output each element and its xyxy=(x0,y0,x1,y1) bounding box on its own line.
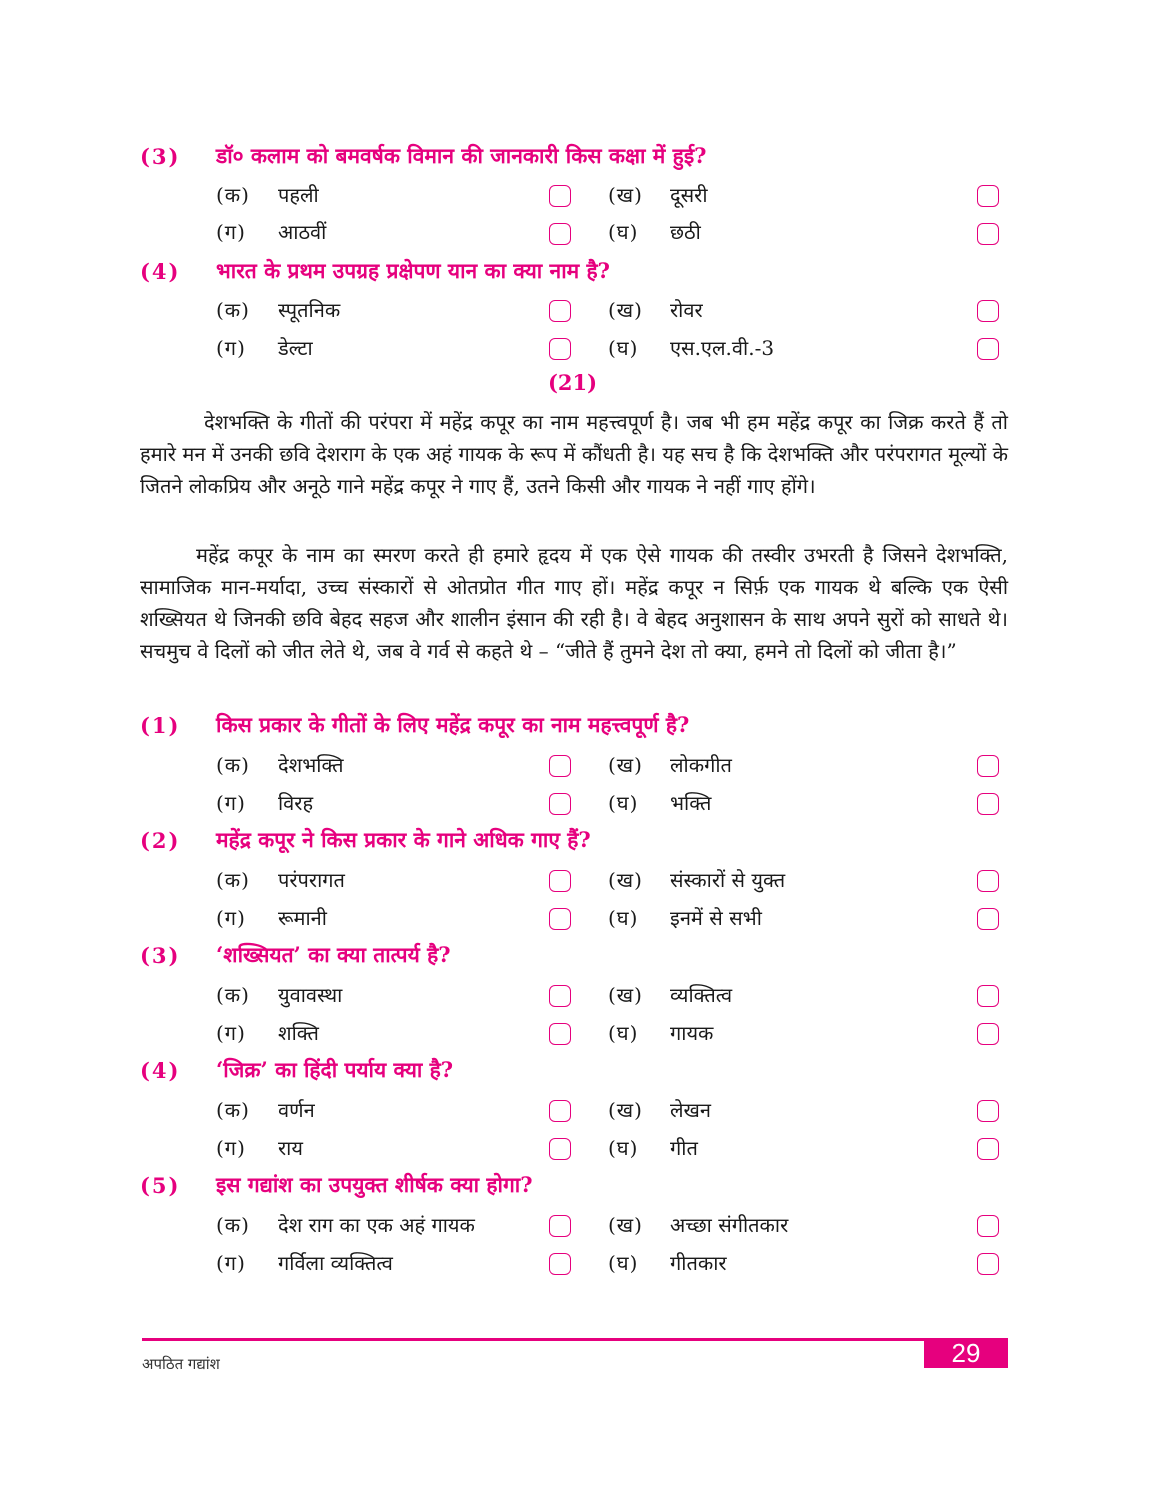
question-text: भारत के प्रथम उपग्रह प्रक्षेपण यान का क्या नाम है? xyxy=(216,258,610,283)
option xyxy=(216,330,313,364)
option-label: (ख) xyxy=(608,1212,643,1237)
answer-checkbox[interactable] xyxy=(977,1023,999,1045)
option-label: (ख) xyxy=(608,297,643,322)
page-number: 29 xyxy=(924,1338,1008,1368)
answer-checkbox[interactable] xyxy=(549,985,571,1007)
option xyxy=(216,292,340,326)
answer-checkbox[interactable] xyxy=(549,870,571,892)
question xyxy=(140,708,689,742)
option-label: (घ) xyxy=(608,1020,639,1045)
answer-checkbox[interactable] xyxy=(549,755,571,777)
option xyxy=(216,1130,303,1164)
option xyxy=(608,177,708,211)
option-label: (क) xyxy=(216,182,250,207)
option xyxy=(608,747,732,781)
footer-section-title: अपठित गद्यांश xyxy=(142,1355,220,1373)
option-label: (क) xyxy=(216,1212,250,1237)
answer-checkbox[interactable] xyxy=(977,908,999,930)
answer-checkbox[interactable] xyxy=(977,223,999,245)
answer-checkbox[interactable] xyxy=(977,1215,999,1237)
question xyxy=(140,823,591,857)
option-label: (घ) xyxy=(608,1250,639,1275)
answer-checkbox[interactable] xyxy=(977,985,999,1007)
option-label: (घ) xyxy=(608,335,639,360)
option-text: गर्विला व्यक्तित्व xyxy=(278,1250,393,1275)
option-text: राय xyxy=(278,1135,303,1160)
option xyxy=(216,214,326,248)
option-text: गीत xyxy=(670,1135,698,1160)
option-text: परंपरागत xyxy=(278,867,345,892)
answer-checkbox[interactable] xyxy=(977,338,999,360)
option xyxy=(608,1245,727,1279)
option-text: इनमें से सभी xyxy=(670,905,762,930)
answer-checkbox[interactable] xyxy=(549,908,571,930)
option-text: लोकगीत xyxy=(670,752,732,777)
question-number: (1) xyxy=(140,712,181,738)
option-label: (ग) xyxy=(216,1135,246,1160)
option-label: (क) xyxy=(216,867,250,892)
question-number: (5) xyxy=(140,1172,181,1198)
passage-paragraph: देशभक्ति के गीतों की परंपरा में महेंद्र कपूर का नाम महत्त्वपूर्ण है। जब भी हम महेंद्र कपूर का जिक्र करते हैं तो हमारे मन में उनकी छवि देशराग के एक अहं गायक के रूप में कौंधती है। यह सच है कि देशभक्ति और परंपरागत मूल्यों के जितने लोकप्रिय और अनूठे गाने महेंद्र कपूर ने गाए हैं, उतने किसी और गायक ने नहीं गाए होंगे। xyxy=(140,410,1008,498)
question-text: इस गद्यांश का उपयुक्त शीर्षक क्या होगा? xyxy=(216,1172,533,1197)
option-label: (ख) xyxy=(608,867,643,892)
option xyxy=(216,747,344,781)
option xyxy=(216,1207,475,1241)
option-text: संस्कारों से युक्त xyxy=(670,867,786,892)
option-text: रोवर xyxy=(670,297,703,322)
passage-number: (21) xyxy=(548,370,598,395)
question-text: डॉ० कलाम को बमवर्षक विमान की जानकारी किस कक्षा में हुई? xyxy=(216,143,707,168)
option xyxy=(608,1092,711,1126)
option-text: दूसरी xyxy=(670,182,708,207)
option-text: वर्णन xyxy=(278,1097,315,1122)
question xyxy=(140,1053,453,1087)
option xyxy=(608,862,785,896)
answer-checkbox[interactable] xyxy=(977,1253,999,1275)
option-text: रूमानी xyxy=(278,905,327,930)
option-label: (ग) xyxy=(216,790,246,815)
option xyxy=(608,1130,698,1164)
answer-checkbox[interactable] xyxy=(549,300,571,322)
question-number: (3) xyxy=(140,143,181,169)
option-label: (ग) xyxy=(216,1250,246,1275)
option-text: अच्छा संगीतकार xyxy=(670,1212,789,1237)
option-text: लेखन xyxy=(670,1097,712,1122)
option-label: (घ) xyxy=(608,790,639,815)
answer-checkbox[interactable] xyxy=(549,1138,571,1160)
option-label: (घ) xyxy=(608,905,639,930)
passage-paragraph: महेंद्र कपूर के नाम का स्मरण करते ही हमारे हृदय में एक ऐसे गायक की तस्वीर उभरती है जिसने देशभक्ति, सामाजिक मान-मर्यादा, उच्च संस्कारों से ओतप्रोत गीत गाए हों। महेंद्र कपूर न सिर्फ़ एक गायक थे बल्कि एक ऐसी शख्सियत थे जिनकी छवि बेहद सहज और शालीन इंसान की रही है। वे बेहद अनुशासन के साथ अपने सुरों को साधते थे। सचमुच वे दिलों को जीत लेते थे, जब वे गर्व से कहते थे – “जीते हैं तुमने देश तो क्या, हमने तो दिलों को जीता है।” xyxy=(140,543,1008,663)
option-label: (ग) xyxy=(216,219,246,244)
question xyxy=(140,254,610,288)
option-label: (ख) xyxy=(608,752,643,777)
option xyxy=(608,900,762,934)
option xyxy=(216,177,319,211)
option xyxy=(216,977,342,1011)
option-label: (ख) xyxy=(608,182,643,207)
answer-checkbox[interactable] xyxy=(977,300,999,322)
answer-checkbox[interactable] xyxy=(549,338,571,360)
option-label: (ग) xyxy=(216,335,246,360)
option-text: गीतकार xyxy=(670,1250,727,1275)
option-label: (क) xyxy=(216,982,250,1007)
option-text: विरह xyxy=(278,790,314,815)
question-text: ‘शख्सियत’ का क्या तात्पर्य है? xyxy=(216,942,451,967)
question-number: (3) xyxy=(140,942,181,968)
option-text: देश राग का एक अहं गायक xyxy=(278,1212,475,1237)
answer-checkbox[interactable] xyxy=(549,1253,571,1275)
option xyxy=(608,1207,788,1241)
question xyxy=(140,938,451,972)
option-text: पहली xyxy=(278,182,319,207)
option xyxy=(608,330,774,364)
option-text: गायक xyxy=(670,1020,714,1045)
option-label: (ग) xyxy=(216,905,246,930)
option-text: छठी xyxy=(670,219,701,244)
question-number: (4) xyxy=(140,1057,181,1083)
answer-checkbox[interactable] xyxy=(977,185,999,207)
answer-checkbox[interactable] xyxy=(549,223,571,245)
answer-checkbox[interactable] xyxy=(549,1100,571,1122)
option xyxy=(216,1092,315,1126)
answer-checkbox[interactable] xyxy=(977,793,999,815)
option-label: (क) xyxy=(216,1097,250,1122)
answer-checkbox[interactable] xyxy=(549,1215,571,1237)
option-label: (घ) xyxy=(608,1135,639,1160)
question-text: किस प्रकार के गीतों के लिए महेंद्र कपूर का नाम महत्त्वपूर्ण है? xyxy=(216,712,690,737)
option-text: आठवीं xyxy=(278,219,327,244)
question xyxy=(140,139,706,173)
option xyxy=(216,1015,319,1049)
option-label: (ग) xyxy=(216,1020,246,1045)
option xyxy=(608,214,701,248)
option xyxy=(608,292,703,326)
option-text: एस.एल.वी.-3 xyxy=(670,335,775,360)
answer-checkbox[interactable] xyxy=(549,185,571,207)
option-text: शक्ति xyxy=(278,1020,319,1045)
option-text: व्यक्तित्व xyxy=(670,982,733,1007)
option-text: देशभक्ति xyxy=(278,752,344,777)
question xyxy=(140,1168,533,1202)
footer-divider xyxy=(142,1338,1008,1341)
option xyxy=(608,785,711,819)
answer-checkbox[interactable] xyxy=(977,870,999,892)
option-text: भक्ति xyxy=(670,790,712,815)
option-label: (घ) xyxy=(608,219,639,244)
option-label: (ख) xyxy=(608,982,643,1007)
option-label: (क) xyxy=(216,752,250,777)
answer-checkbox[interactable] xyxy=(977,755,999,777)
option-text: स्पूतनिक xyxy=(278,297,341,322)
answer-checkbox[interactable] xyxy=(977,1138,999,1160)
question-text: महेंद्र कपूर ने किस प्रकार के गाने अधिक गाए हैं? xyxy=(216,827,591,852)
question-number: (4) xyxy=(140,258,181,284)
option xyxy=(216,862,345,896)
option xyxy=(216,785,313,819)
option-label: (ख) xyxy=(608,1097,643,1122)
option xyxy=(608,1015,713,1049)
option-label: (क) xyxy=(216,297,250,322)
option-text: डेल्टा xyxy=(278,335,313,360)
option xyxy=(608,977,732,1011)
option xyxy=(216,900,327,934)
option xyxy=(216,1245,393,1279)
question-text: ‘जिक्र’ का हिंदी पर्याय क्या है? xyxy=(216,1057,454,1082)
answer-checkbox[interactable] xyxy=(549,793,571,815)
option-text: युवावस्था xyxy=(278,982,343,1007)
question-number: (2) xyxy=(140,827,181,853)
answer-checkbox[interactable] xyxy=(977,1100,999,1122)
answer-checkbox[interactable] xyxy=(549,1023,571,1045)
